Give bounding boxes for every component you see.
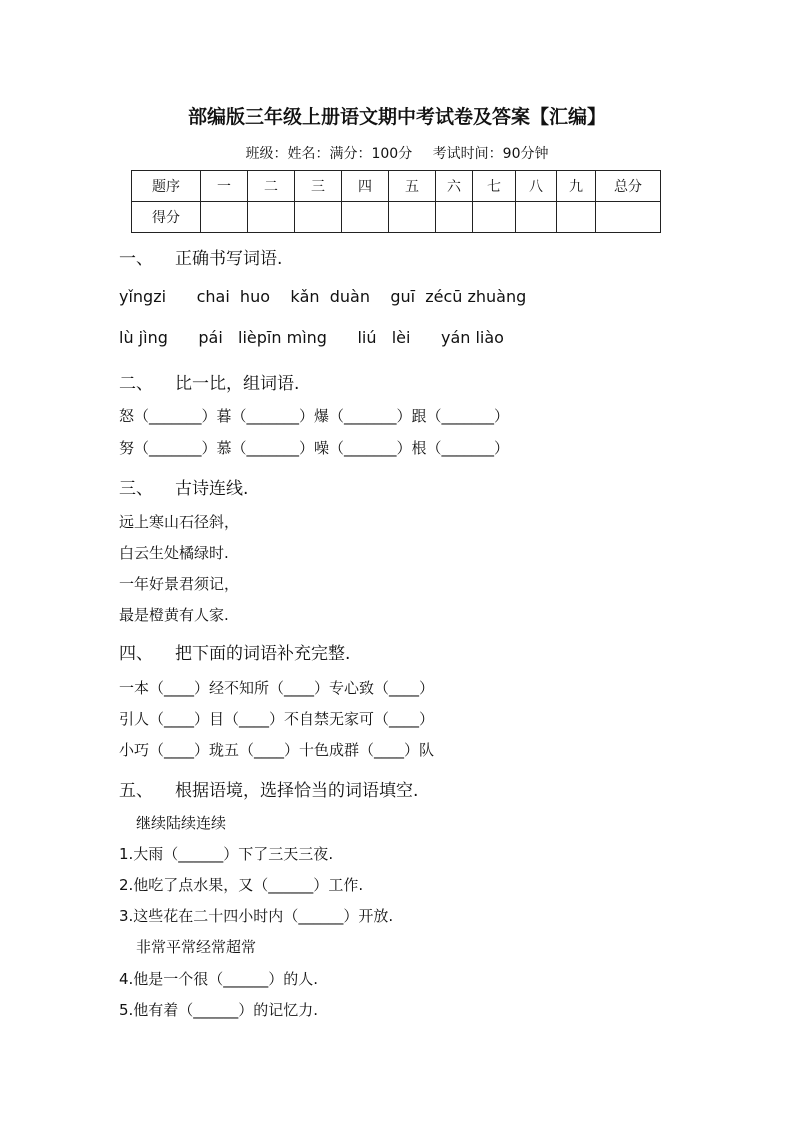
section-1-heading <box>119 244 282 269</box>
score-cell[interactable] <box>201 202 248 233</box>
section-4-heading <box>119 639 350 664</box>
word-options-2: 非常平常经常超常 <box>136 938 257 956</box>
section-number: 四、 <box>119 644 153 664</box>
header-cell: 题序 <box>132 171 201 202</box>
exam-time-label: 考试时间：90分钟 <box>432 146 549 162</box>
pinyin-line-2: lù jìng pái lièpīn mìng liú lèi yán liào <box>119 328 504 347</box>
score-cell[interactable] <box>516 202 557 233</box>
poem-line: 最是橙黄有人家. <box>119 606 229 624</box>
idiom-line: 引人（____）目（____）不自禁无家可（____） <box>119 710 435 728</box>
score-cell[interactable] <box>436 202 473 233</box>
score-table <box>131 170 661 233</box>
header-cell: 四 <box>342 171 389 202</box>
class-name-score-label: 班级：姓名：满分：100分 <box>245 146 413 162</box>
score-cell[interactable] <box>342 202 389 233</box>
header-cell: 八 <box>516 171 557 202</box>
header-cell: 一 <box>201 171 248 202</box>
question-5: 5.他有着（______）的记忆力. <box>119 1001 319 1019</box>
score-cell[interactable] <box>473 202 516 233</box>
header-cell: 三 <box>295 171 342 202</box>
poem-line: 远上寒山石径斜， <box>119 513 240 531</box>
idiom-line: 小巧（____）珑五（____）十色成群（____）队 <box>119 741 435 759</box>
section-title: 正确书写词语. <box>175 249 283 269</box>
section-title: 把下面的词语补充完整. <box>175 644 351 664</box>
section-number: 三、 <box>119 479 153 499</box>
pinyin-line-1: yǐngzi chai huo kǎn duàn guī zécū zhuàng <box>119 287 527 306</box>
word-options-1: 继续陆续连续 <box>136 814 227 832</box>
header-cell: 二 <box>248 171 295 202</box>
score-cell[interactable] <box>557 202 596 233</box>
idiom-line: 一本（____）经不知所（____）专心致（____） <box>119 679 435 697</box>
score-table-score-row <box>132 202 661 233</box>
header-cell: 总分 <box>596 171 661 202</box>
section-title: 古诗连线. <box>175 479 249 499</box>
poem-line: 一年好景君须记， <box>119 575 240 593</box>
compare-line-2: 努（_______）慕（_______）噪（_______）根（_______） <box>119 439 510 457</box>
score-cell[interactable] <box>389 202 436 233</box>
score-table-header-row <box>132 171 661 202</box>
question-2: 2.他吃了点水果，又（______）工作. <box>119 876 364 894</box>
compare-line-1: 怒（_______）暮（_______）爆（_______）跟（_______） <box>119 407 510 425</box>
question-4: 4.他是一个很（______）的人. <box>119 970 319 988</box>
score-cell[interactable] <box>248 202 295 233</box>
header-cell: 九 <box>557 171 596 202</box>
section-title: 根据语境，选择恰当的词语填空. <box>175 781 419 801</box>
header-cell: 六 <box>436 171 473 202</box>
page-title: 部编版三年级上册语文期中考试卷及答案【汇编】 <box>187 106 606 128</box>
question-3: 3.这些花在二十四小时内（______）开放. <box>119 907 394 925</box>
row-label: 得分 <box>132 202 201 233</box>
question-1: 1.大雨（______）下了三天三夜. <box>119 845 334 863</box>
header-cell: 七 <box>473 171 516 202</box>
section-number: 五、 <box>119 781 153 801</box>
section-number: 二、 <box>119 374 153 394</box>
score-cell[interactable] <box>596 202 661 233</box>
section-title: 比一比，组词语. <box>175 374 300 394</box>
header-cell: 五 <box>389 171 436 202</box>
poem-line: 白云生处橘绿时. <box>119 544 229 562</box>
section-number: 一、 <box>119 249 153 269</box>
section-2-heading <box>119 369 299 394</box>
score-cell[interactable] <box>295 202 342 233</box>
exam-info <box>0 143 794 163</box>
section-3-heading <box>119 474 248 499</box>
section-5-heading <box>119 776 418 801</box>
